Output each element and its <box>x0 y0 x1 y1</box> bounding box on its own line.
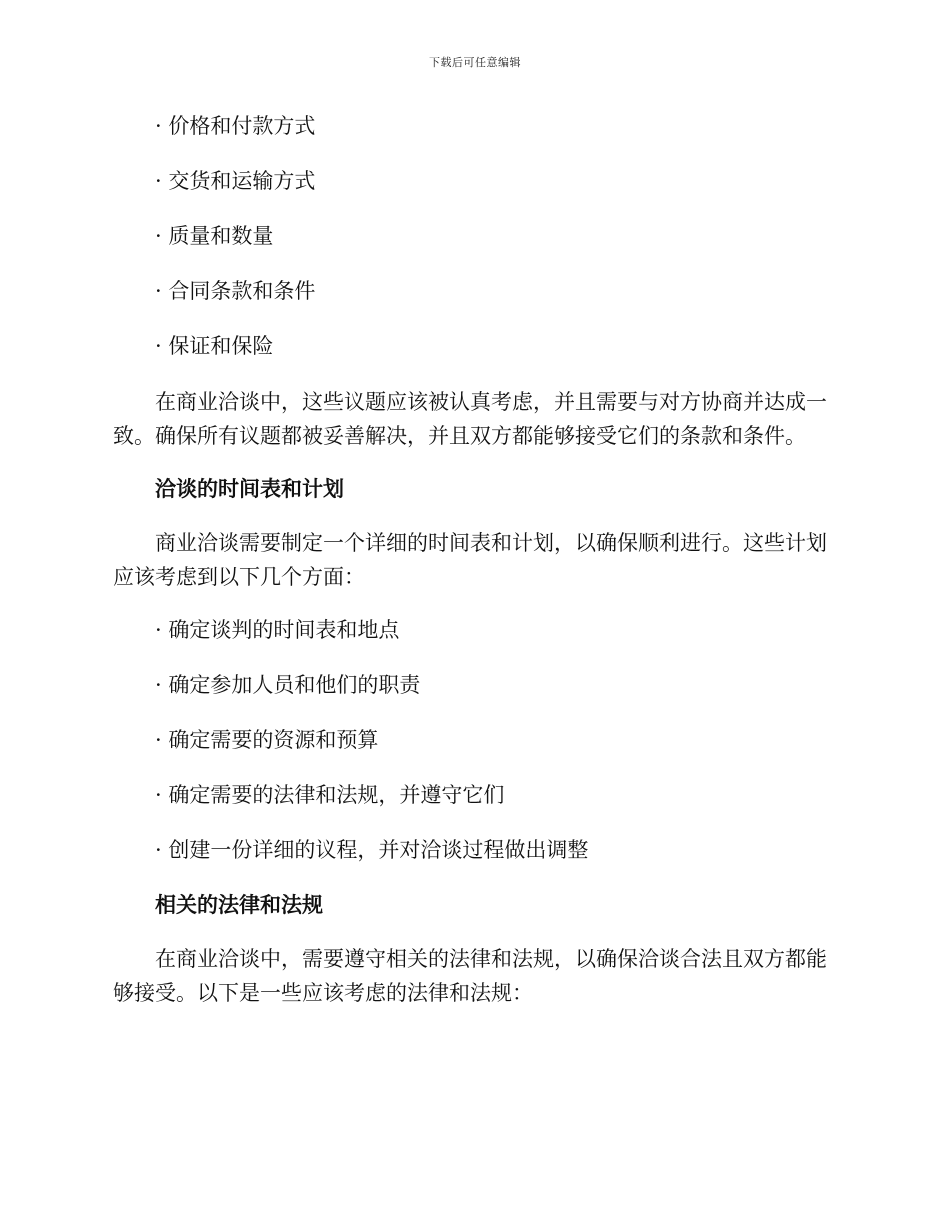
list-item: · 确定需要的法律和法规，并遵守它们 <box>155 783 505 807</box>
list-item: · 保证和保险 <box>155 334 274 358</box>
list-item: · 质量和数量 <box>155 224 274 248</box>
list-item: · 创建一份详细的议程，并对洽谈过程做出调整 <box>155 838 589 862</box>
page-header: 下载后可任意编辑 <box>429 56 521 69</box>
section-heading: 洽谈的时间表和计划 <box>155 477 344 501</box>
list-item: · 确定需要的资源和预算 <box>155 728 379 752</box>
list-item: · 确定谈判的时间表和地点 <box>155 618 400 642</box>
section-heading: 相关的法律和法规 <box>155 893 323 917</box>
list-item: · 合同条款和条件 <box>155 279 316 303</box>
body-paragraph: 在商业洽谈中，这些议题应该被认真考虑，并且需要与对方协商并达成一致。确保所有议题都被妥善解决，并且双方都能够接受它们的条款和条件。 <box>113 390 827 448</box>
body-paragraph: 在商业洽谈中，需要遵守相关的法律和法规，以确保洽谈合法且双方都能够接受。以下是一些应该考虑的法律和法规： <box>113 947 827 1005</box>
list-item: · 确定参加人员和他们的职责 <box>155 673 421 697</box>
list-item: · 价格和付款方式 <box>155 114 316 138</box>
list-item: · 交货和运输方式 <box>155 169 316 193</box>
document-body <box>113 110 835 1030</box>
body-paragraph: 商业洽谈需要制定一个详细的时间表和计划，以确保顺利进行。这些计划应该考虑到以下几个方面： <box>113 531 827 589</box>
